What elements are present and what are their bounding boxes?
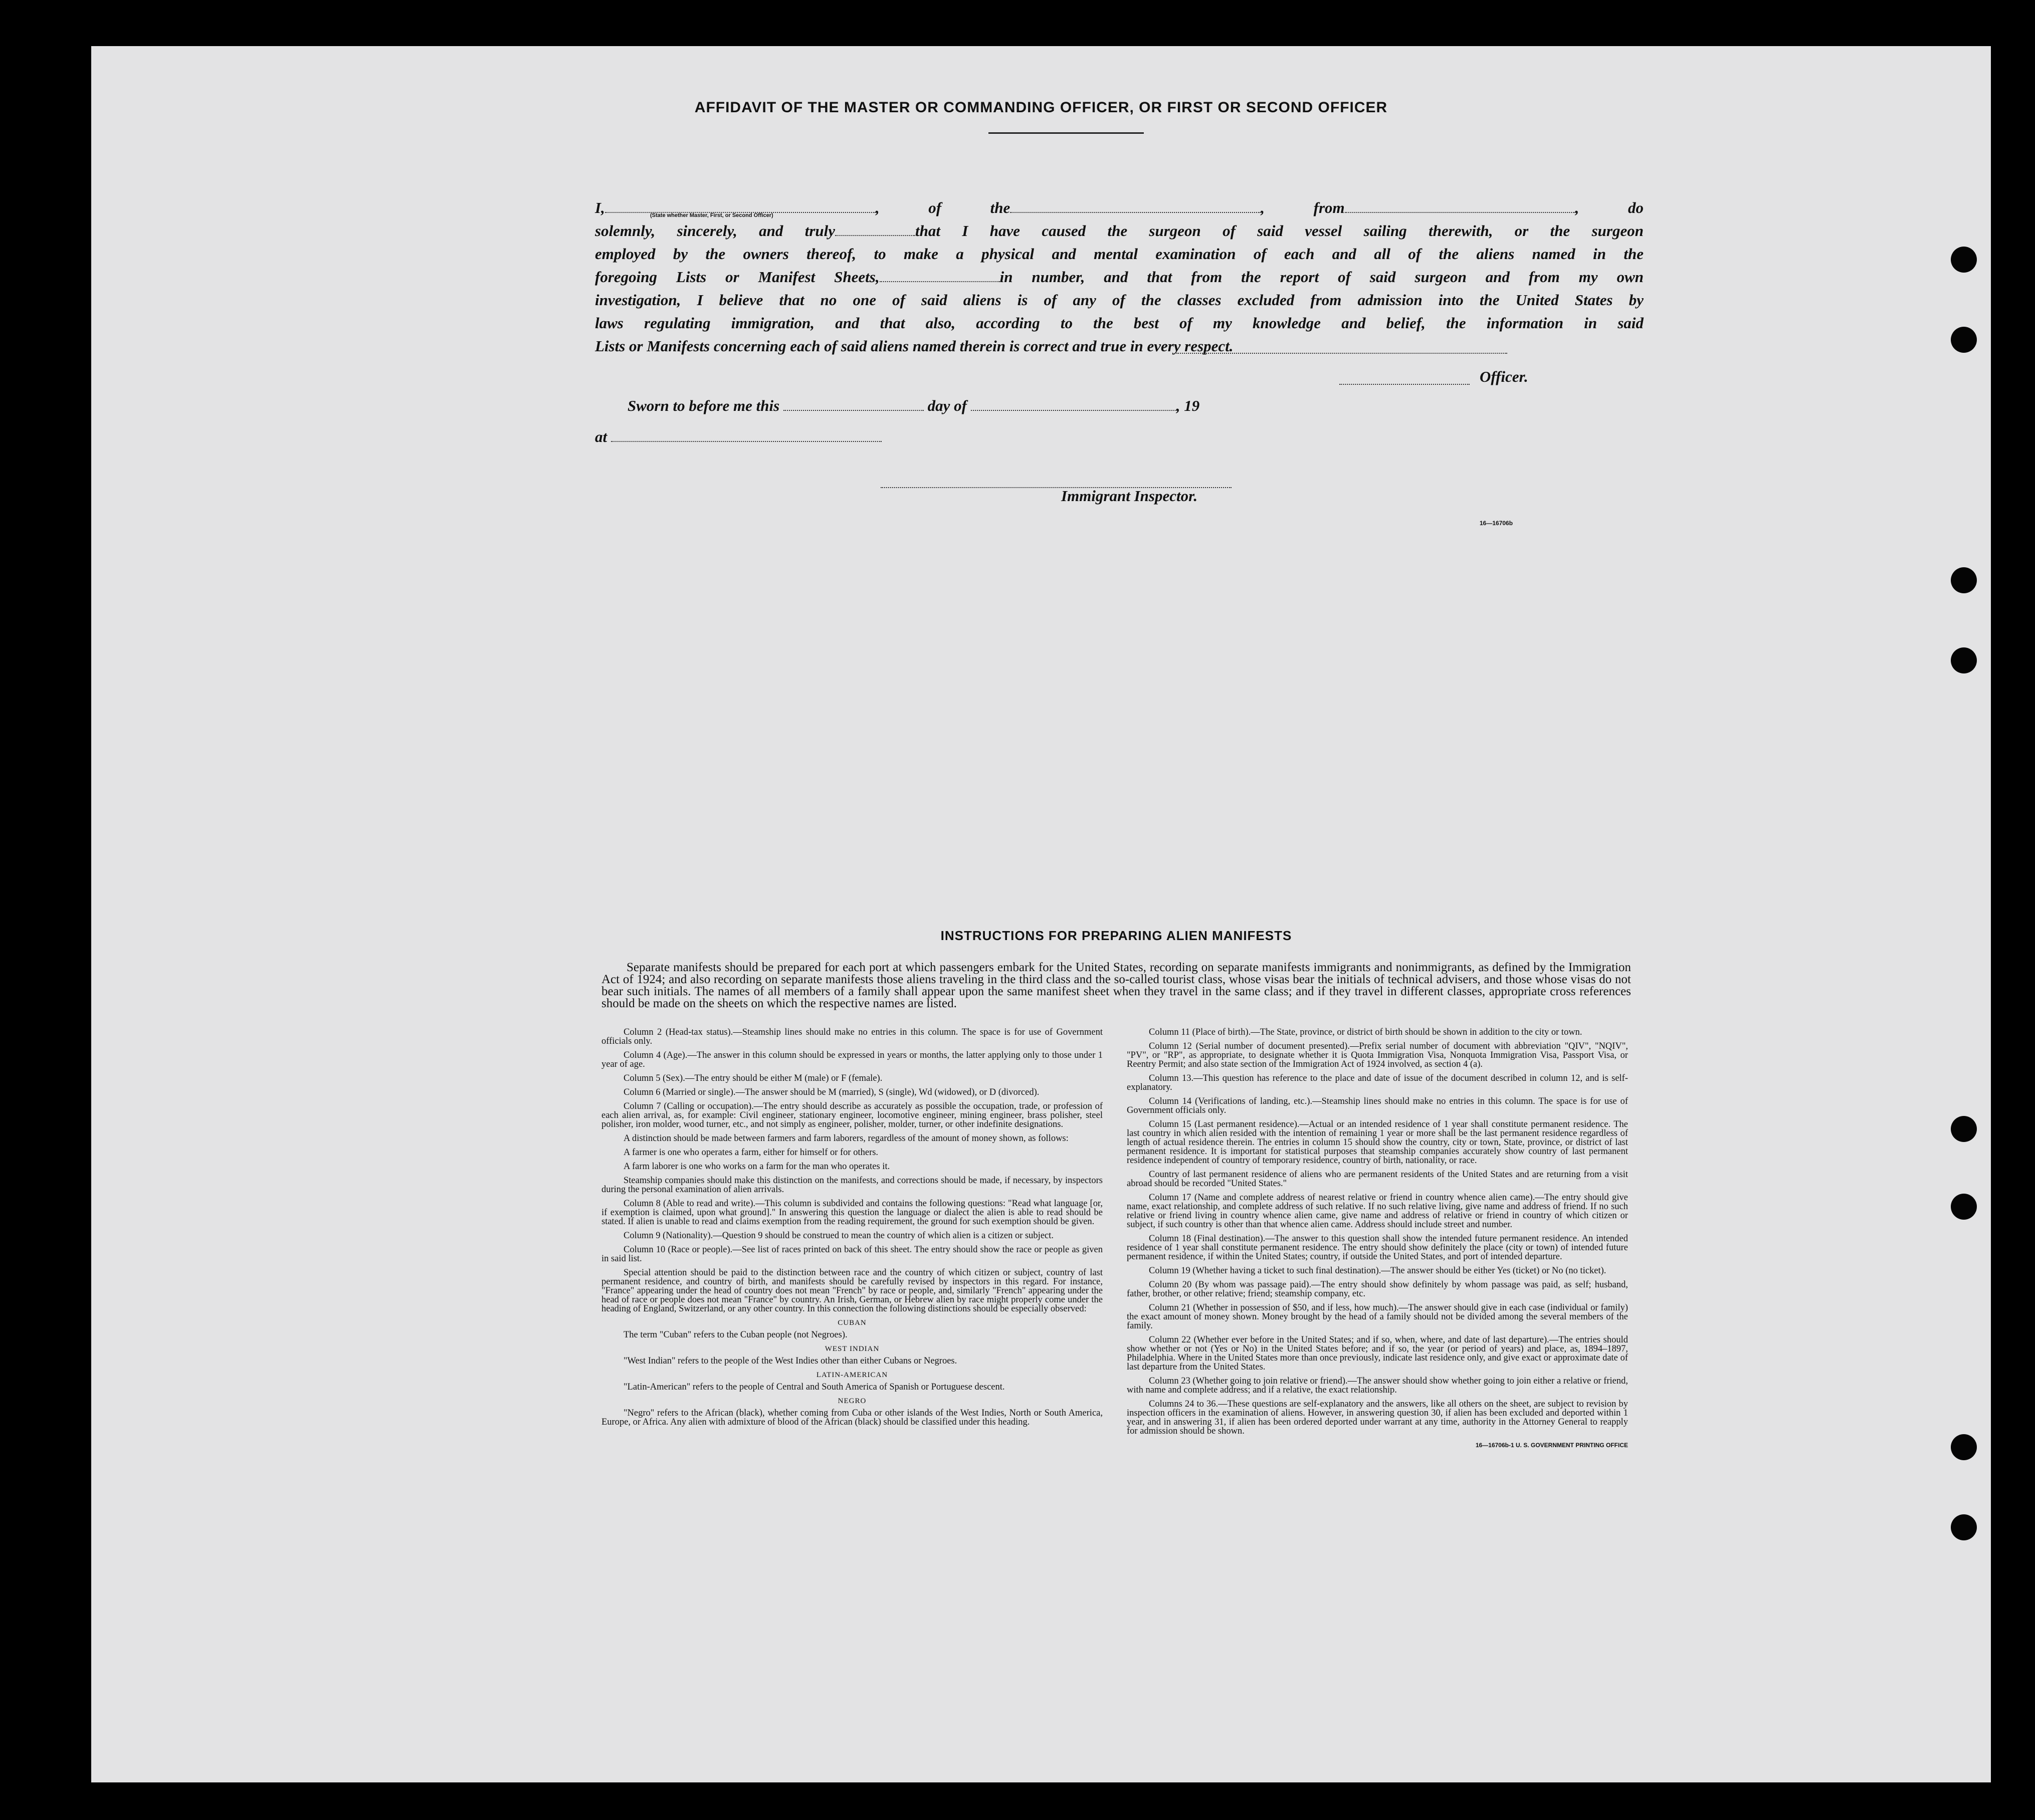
instructions-columns: [601, 1028, 1631, 1450]
instruction-paragraph: Column 19 (Whether having a ticket to such final destination).—The answer should be either Yes (ticket) or No (no ticket).: [1149, 1266, 1606, 1276]
instruction-paragraph: "Latin-American" refers to the people of Central and South America of Spanish or Portuguese descent.: [624, 1382, 1005, 1392]
at-label: at: [595, 428, 607, 445]
manifest-sheet: [91, 46, 1991, 1782]
instruction-paragraph: Column 15 (Last permanent residence).—Actual or an intended residence of 1 year shall constitute permanent residence. The last country in which alien resided with the intention of remaining 1 year or more shall be the last permanent residence regardless of length of actual residence therein. The entries in column 15 should show the country, city or town, State, province, or district of last permanent residence. It is important for statistical purposes that steamship companies accurately show country of last permanent residence independent of country of temporary residence, country of birth, nationality, or race.: [1127, 1119, 1628, 1166]
binder-hole: [1951, 1194, 1977, 1220]
instruction-paragraph: Column 23 (Whether going to join relative or friend).—The answer should show whether going to join either a relative or friend, with name and complete address; and if a relative, the exact relationship.: [1127, 1376, 1628, 1395]
officer-rank-note: (State whether Master, First, or Second Officer): [650, 212, 773, 218]
instruction-paragraph: Column 8 (Able to read and write).—This column is subdivided and contains the following questions: "Read what language [or, if exemption is claimed, upon what ground]." In answering this question the language or dialect the alien is able to read should be stated. If alien is unable to read and claims exemption from the reading requirement, the ground for such exemption should be given.: [601, 1199, 1103, 1227]
instruction-paragraph: Column 7 (Calling or occupation).—The entry should describe as accurately as possible the occupation, trade, or profession of each alien arrival, as, for example: Civil engineer, stationary engineer, locomotive engineer, mining engineer, brass polisher, steel polisher, iron molder, wood turner, etc., and not simply as engineer, polisher, molder, turner, or other indefinite designations.: [601, 1101, 1103, 1129]
instructions-title: INSTRUCTIONS FOR PREPARING ALIEN MANIFESTS: [940, 928, 1292, 943]
instruction-paragraph: A distinction should be made between farmers and farm laborers, regardless of the amount of money shown, as follows:: [624, 1133, 1069, 1144]
affidavit-text: I,: [595, 199, 605, 216]
officer-signature-line: [1339, 377, 1470, 385]
heading-cuban: CUBAN: [838, 1319, 867, 1327]
affidavit-line-7: Lists or Manifests concerning each of said aliens named therein is correct and true in every respect.: [595, 337, 1234, 355]
instruction-paragraph: Column 10 (Race or people).—See list of races printed on back of this sheet. The entry should show the race or people as given in said list.: [601, 1245, 1103, 1264]
instruction-paragraph: Column 13.—This question has reference to the place and date of issue of the document described in column 12, and is self-explanatory.: [1127, 1073, 1628, 1092]
sworn-text: Sworn to before me this: [628, 397, 780, 414]
instruction-paragraph: A farm laborer is one who works on a farm for the man who operates it.: [624, 1162, 890, 1172]
affidavit-line-6: laws regulating immigration, and that also, according to the best of my knowledge and belief, the information in said: [595, 314, 1644, 332]
blank-sworn-day: [783, 403, 924, 411]
at-line: [595, 428, 882, 446]
instruction-paragraph: "West Indian" refers to the people of the West Indies other than either Cubans or Negroes.: [624, 1356, 957, 1366]
instruction-paragraph: Steamship companies should make this distinction on the manifests, and corrections should be made, if necessary, by inspectors during the personal examination of alien arrivals.: [601, 1176, 1103, 1195]
instructions-right-column: [1127, 1028, 1628, 1450]
instruction-paragraph: Column 4 (Age).—The answer in this column should be expressed in years or months, the latter applying only to those under 1 year of age.: [601, 1050, 1103, 1069]
binder-hole: [1951, 1116, 1977, 1142]
affidavit-text: foregoing Lists or Manifest Sheets,: [595, 268, 880, 286]
binder-hole: [1951, 327, 1977, 353]
instruction-paragraph: Column 11 (Place of birth).—The State, province, or district of birth should be shown in addition to the city or town.: [1149, 1027, 1582, 1037]
affidavit-line-5: investigation, I believe that no one of said aliens is of any of the classes excluded from admission into the United States by: [595, 291, 1644, 309]
instructions-intro: Separate manifests should be prepared for each port at which passengers embark for the United States, recording on separate manifests immigrants and nonimmigrants, as defined by the Immigration Act of 1924; and also recording on separate manifests those aliens traveling in the third class and the so-called tourist class, whose visas bear the initials of technical advisers, and those whose visas do not bear such initials. The names of all members of a family shall appear upon the same manifest sheet when they travel in the same class; and if they travel in different classes, appropriate cross references should be made on the sheets on which the respective names are listed.: [601, 961, 1631, 1010]
sworn-text: day of: [927, 397, 967, 414]
binder-hole: [1951, 247, 1977, 273]
instruction-paragraph: Column 5 (Sex).—The entry should be either M (male) or F (female).: [624, 1073, 883, 1083]
sworn-text: , 19: [1176, 397, 1200, 414]
instruction-paragraph: Special attention should be paid to the distinction between race and the country of which citizen or subject, country of last permanent residence, and country of birth, and manifests should be carefully revised by inspectors in this regard. For instance, "France" appearing under the head of country does not mean "French" by race or people, and, similarly "French" appearing under the head of race or people does not mean "France" by country. An Irish, German, or Hebrew alien by race might properly come under the heading of England, Switzerland, or any other country. In this connection the following distinctions should be especially observed:: [601, 1268, 1103, 1314]
blank-at-place: [611, 434, 882, 442]
instructions: [601, 928, 1631, 1450]
heading-west-indian: WEST INDIAN: [825, 1345, 880, 1353]
footer-printing-office: 16—16706b-1 U. S. GOVERNMENT PRINTING OFFICE: [1475, 1442, 1628, 1449]
instruction-paragraph: "Negro" refers to the African (black), whether coming from Cuba or other islands of the West Indies, North or South America, Europe, or Africa. Any alien with admixture of blood of the African (black) should be classified under this heading.: [601, 1408, 1103, 1427]
affidavit-body: [595, 196, 1644, 358]
affidavit-title: AFFIDAVIT OF THE MASTER OR COMMANDING OFFICER, OR FIRST OR SECOND OFFICER: [694, 99, 1388, 116]
instruction-paragraph: Column 9 (Nationality).—Question 9 should be construed to mean the country of which alien is a citizen or subject.: [624, 1231, 1054, 1241]
inspector-label: Immigrant Inspector.: [1061, 487, 1198, 505]
affidavit-line-3: employed by the owners thereof, to make a physical and mental examination of each and all of the aliens named in the: [595, 245, 1644, 263]
heading-negro: NEGRO: [838, 1397, 867, 1405]
instruction-paragraph: Column 18 (Final destination).—The answer to this question shall show the intended future permanent residence. An intended residence of 1 year shall constitute permanent residence. The entry should show definitely the place (city or town) of intended future permanent residence, if within the United States; country, if outside the United States, and port of intended departure.: [1127, 1234, 1628, 1262]
officer-label: Officer.: [1480, 368, 1528, 385]
blank-vessel: [1010, 205, 1261, 213]
binder-hole: [1951, 1434, 1977, 1460]
instruction-paragraph: Country of last permanent residence of aliens who are permanent residents of the United States and are returning from a visit abroad should be recorded "United States.": [1127, 1170, 1628, 1189]
affidavit-text: , from: [1261, 199, 1345, 216]
instruction-paragraph: Column 12 (Serial number of document presented).—Prefix serial number of document with abbreviation "QIV", "NQIV", "PV", or "RP", as appropriate, to designate whether it is Quota Immigration Visa, Nonquota Immigration Visa, Passport Visa, or Reentry Permit; and also state section of the Immigration Act of 1924 involved, as section 4 (a).: [1127, 1041, 1628, 1069]
instruction-paragraph: Column 2 (Head-tax status).—Steamship lines should make no entries in this column. The space is for use of Government officials only.: [601, 1027, 1103, 1046]
blank-sworn-month: [971, 403, 1176, 411]
blank-sheet-count: [880, 274, 1000, 282]
instruction-paragraph: Column 21 (Whether in possession of $50, and if less, how much).—The answer should give in each case (individual or family) the exact amount of money shown. Money brought by the head of a family should not be divided among the several members of the family.: [1127, 1303, 1628, 1331]
instruction-paragraph: Column 17 (Name and complete address of nearest relative or friend in country whence alien came).—The entry should give name, exact relationship, and complete address of such relative. If no such relative living, give name and address of friend. If no such relative or friend living in country whence alien came, give name and address of relative or friend in country of which citizen or subject, if such country is other than that whence alien came. Address should include street and number.: [1127, 1193, 1628, 1230]
binder-hole: [1951, 1514, 1977, 1540]
affidavit-line-4: [595, 266, 1644, 289]
binder-hole: [1951, 567, 1977, 593]
sworn-line: [628, 397, 1199, 415]
instruction-paragraph: Column 6 (Married or single).—The answer should be M (married), S (single), Wd (widowed), or D (divorced).: [624, 1087, 1040, 1097]
blank-officer-rank: [605, 205, 876, 213]
affidavit-text: in number, and that from the report of said surgeon and from my own: [999, 268, 1644, 286]
form-number: 16—16706b: [1480, 520, 1513, 527]
instruction-paragraph: Column 14 (Verifications of landing, etc.).—Steamship lines should make no entries in this column. The space is for use of Government officials only.: [1127, 1096, 1628, 1115]
instruction-paragraph: The term "Cuban" refers to the Cuban people (not Negroes).: [624, 1330, 848, 1340]
signature-line: [1176, 346, 1507, 354]
instruction-paragraph: Column 20 (By whom was passage paid).—The entry should show definitely by whom passage was paid, as self; husband, father, brother, or other relative; friend; steamship company, etc.: [1127, 1280, 1628, 1299]
instruction-paragraph: Columns 24 to 36.—These questions are self-explanatory and the answers, like all others on the sheet, are subject to revision by inspection officers in the examination of aliens. However, in answering question 30, if alien has been excluded and deported within 1 year, and in answering 31, if alien has been ordered deported under warrant at any time, authority in the Attorney General to reapply for admission should be shown.: [1127, 1399, 1628, 1436]
affidavit-line-2: [595, 219, 1644, 243]
heading-latin-american: LATIN-AMERICAN: [816, 1371, 888, 1379]
instruction-paragraph: Column 22 (Whether ever before in the United States; and if so, when, where, and date of last departure).—The entries should show whether or not (Yes or No) in the United States before; and if so, the year (or period of years) and place, as, 1894–1897, Philadelphia. Where in the United States more than once previously, indicate last residence only, and give exact or approximate date of last departure from the United States.: [1127, 1335, 1628, 1372]
affidavit-text: that I have caused the surgeon of said vessel sailing therewith, or the surgeon: [915, 222, 1644, 240]
title-underline: [988, 132, 1144, 134]
blank-affirmation: [835, 228, 915, 236]
affidavit-text: solemnly, sincerely, and truly: [595, 222, 836, 240]
instructions-left-column: [601, 1028, 1103, 1450]
affidavit-text: , of the: [875, 199, 1010, 216]
binder-hole: [1951, 647, 1977, 673]
instruction-paragraph: A farmer is one who operates a farm, either for himself or for others.: [624, 1148, 879, 1158]
blank-port: [1345, 205, 1575, 213]
affidavit-text: , do: [1575, 199, 1644, 216]
